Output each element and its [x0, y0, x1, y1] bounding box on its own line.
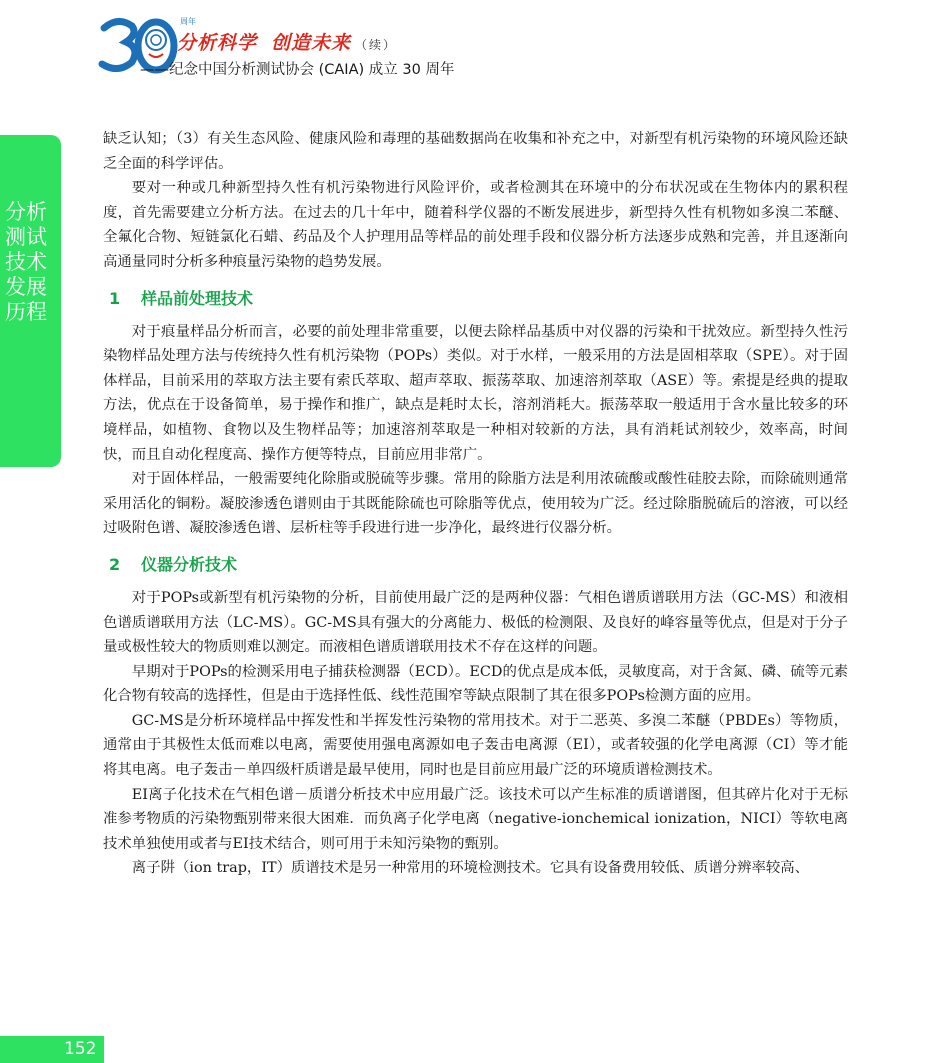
slogan-suffix: （续）	[355, 38, 398, 52]
section-number: 1	[109, 288, 121, 308]
section-title: 样品前处理技术	[141, 288, 254, 308]
page-number: 152	[64, 1039, 97, 1059]
paragraph: 离子阱（ion trap，IT）质谱技术是另一种常用的环境检测技术。它具有设备费用较低、质谱分辨率较高、	[131, 860, 810, 877]
section-heading-1	[103, 287, 848, 311]
chapter-side-tab-label: 分析测试技术发展历程	[5, 200, 47, 324]
header-slogan	[177, 28, 397, 55]
anniversary-tag: 周年	[180, 17, 196, 26]
header-subtitle: ——纪念中国分析测试协会 (CAIA) 成立 30 周年	[140, 62, 455, 78]
section-title: 仪器分析技术	[141, 554, 238, 574]
slogan-part-2: 创造未来	[271, 32, 352, 54]
paragraph: EI离子化技术在气相色谱－质谱分析技术中应用最广泛。该技术可以产生标准的质谱谱图，但其碎片化对于无标准参考物质的污染物甄别带来很大困难．而负离子化学电离（negative-ionchemical ionization，NICI）等软电离技术单独使用或者与EI技术结合，则可用于未知污染物的甄别。	[103, 786, 848, 852]
paragraph: 对于固体样品，一般需要纯化除脂或脱硫等步骤。常用的除脂方法是利用浓硫酸或酸性硅胶去除，而除硫则通常采用活化的铜粉。凝胶渗透色谱则由于其既能除硫也可除脂等优点，使用较为广泛。经过除脂脱硫后的溶液，可以经过吸附色谱、凝胶渗透色谱、层析柱等手段进行进一步净化，最终进行仪器分析。	[103, 471, 848, 537]
slogan-part-1: 分析科学	[177, 32, 258, 54]
paragraph: GC-MS是分析环境样品中挥发性和半挥发性污染物的常用技术。对于二恶英、多溴二苯醚（PBDEs）等物质，通常由于其极性太低而难以电离，需要使用强电离源如电子轰击电离源（EI），或者较强的化学电离源（CI）等才能将其电离。电子轰击－单四级杆质谱是最早使用，同时也是目前应用最广泛的环境质谱检测技术。	[103, 712, 848, 779]
article-body	[103, 127, 848, 881]
paragraph: 要对一种或几种新型持久性有机污染物进行风险评价，或者检测其在环境中的分布状况或在生物体内的累积程度，首先需要建立分析方法。在过去的几十年中，随着科学仪器的不断发展进步，新型持久性有机物如多溴二苯醚、全氟化合物、短链氯化石蜡、药品及个人护理用品等样品的前处理手段和仪器分析方法逐步成熟和完善，并且逐渐向高通量同时分析多种痕量污染物的趋势发展。	[103, 180, 848, 270]
paragraph: 对于POPs或新型有机污染物的分析，目前使用最广泛的是两种仪器：气相色谱质谱联用方法（GC-MS）和液相色谱质谱联用方法（LC-MS）。GC-MS具有强大的分离能力、极低的检测限、及良好的峰容量等优点，但是对于分子量或极性较大的物质则难以测定。而液相色谱质谱联用技术不存在这样的问题。	[103, 589, 848, 656]
paragraph: 早期对于POPs的检测采用电子捕获检测器（ECD）。ECD的优点是成本低，灵敏度高，对于含氮、磷、硫等元素化合物有较高的选择性，但是由于选择性低、线性范围窄等缺点限制了其在很多POPs检测方面的应用。	[103, 663, 848, 705]
paragraph: 对于痕量样品分析而言，必要的前处理非常重要，以便去除样品基质中对仪器的污染和干扰效应。新型持久性污染物样品处理方法与传统持久性有机污染物（POPs）类似。对于水样，一般采用的方法是固相萃取（SPE）。对于固体样品，目前采用的萃取方法主要有索氏萃取、超声萃取、振荡萃取、加速溶剂萃取（ASE）等。索提是经典的提取方法，优点在于设备简单，易于操作和推广，缺点是耗时太长，溶剂消耗大。振荡萃取一般适用于含水量比较多的环境样品，如植物、食物以及生物样品等；加速溶剂萃取是一种相对较新的方法，具有消耗试剂较少，效率高，时间快，而且自动化程度高、操作方便等特点，目前应用非常广。	[103, 323, 848, 463]
section-number: 2	[109, 554, 121, 574]
section-heading-2	[103, 553, 848, 577]
page-header	[0, 0, 945, 90]
paragraph-continued: 缺乏认知；（3）有关生态风险、健康风险和毒理的基础数据尚在收集和补充之中，对新型有机污染物的环境风险还缺乏全面的科学评估。	[103, 131, 848, 172]
